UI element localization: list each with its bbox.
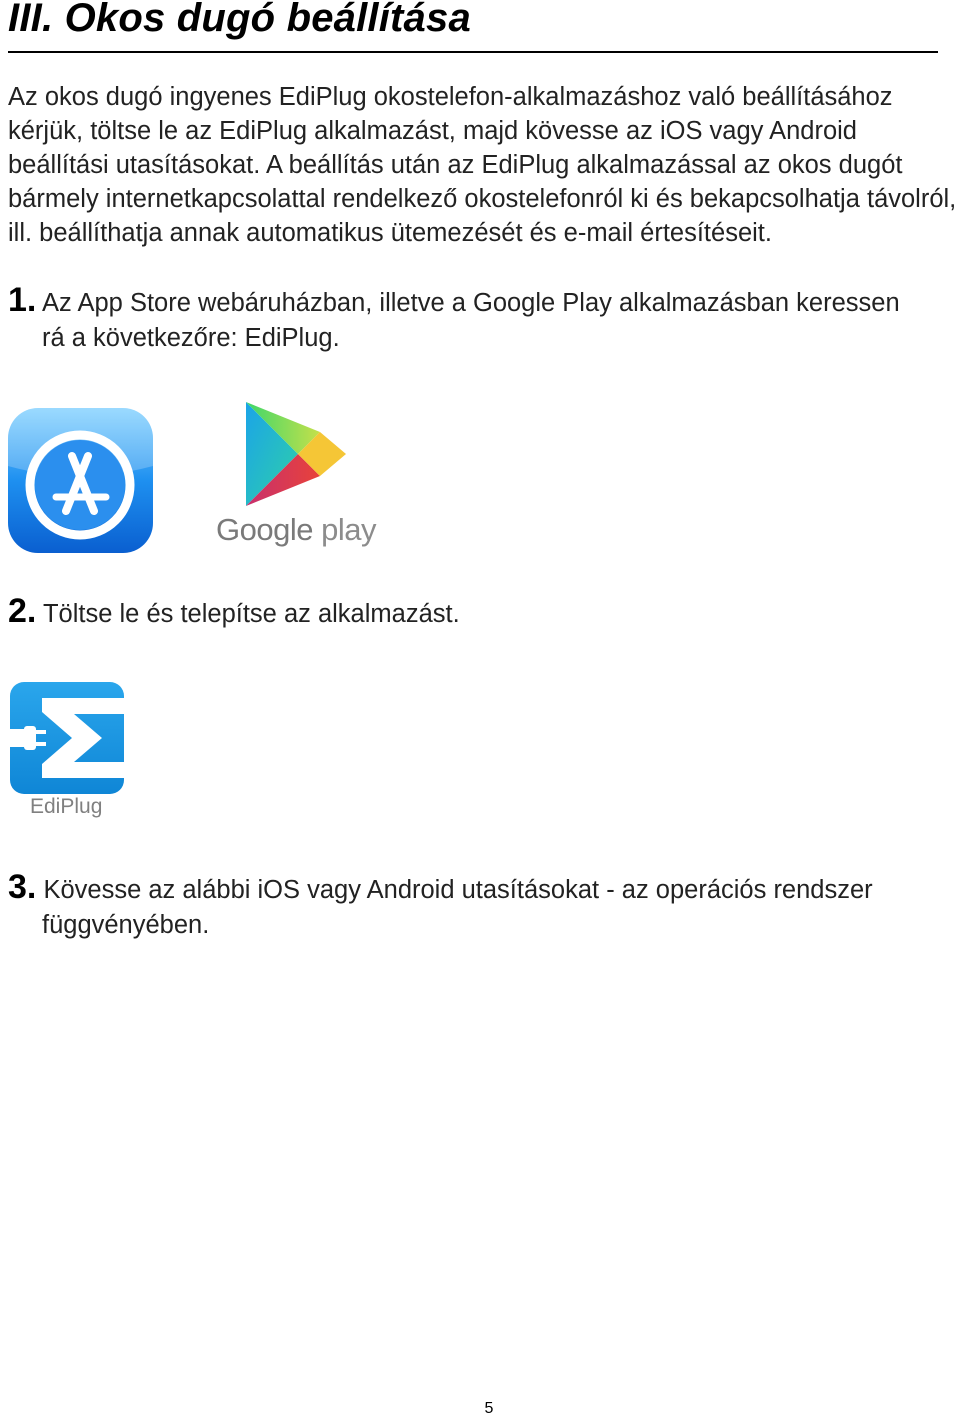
- step-3-text-line1: Kövesse az alábbi iOS vagy Android utasításokat - az operációs rendszer: [43, 876, 873, 904]
- step-2-number: 2.: [8, 592, 37, 630]
- step-1: [8, 283, 958, 356]
- page-number: 5: [484, 1400, 494, 1417]
- step-2: [8, 594, 958, 632]
- intro-paragraph: Az okos dugó ingyenes EdiPlug okostelefon-alkalmazáshoz való beállításához kérjük, töltse le az EdiPlug alkalmazást, majd kövesse az iOS vagy Android beállítási utasításokat. A beállítás után az EdiPlug alkalmazással az okos dugót bármely internetkapcsolattal rendelkező okostelefonról ki és bekapcsolhatja távolról, ill. beállíthatja annak automatikus ütemezését és e-mail értesítéseit.: [8, 83, 957, 247]
- google-play-label-play: play: [321, 512, 376, 547]
- google-play-label: [216, 512, 376, 548]
- step-2-text: Töltse le és telepítse az alkalmazást.: [42, 600, 460, 628]
- google-play-icon: [244, 400, 348, 513]
- google-play-label-google: Google: [216, 512, 313, 547]
- app-store-icon: [8, 408, 153, 558]
- section-title: III. Okos dugó beállítása: [8, 0, 471, 40]
- step-3: [8, 870, 958, 943]
- ediplug-label: EdiPlug: [30, 795, 103, 818]
- step-1-text-line2: rá a következőre: EdiPlug.: [42, 324, 340, 352]
- title-divider: [8, 51, 938, 53]
- step-1-number: 1.: [8, 281, 37, 319]
- ediplug-app-icon: [10, 682, 124, 799]
- step-3-number: 3.: [8, 868, 37, 906]
- step-1-text-line1: Az App Store webáruházban, illetve a Google Play alkalmazásban keressen: [42, 289, 900, 317]
- step-3-text-line2: függvényében.: [42, 911, 210, 939]
